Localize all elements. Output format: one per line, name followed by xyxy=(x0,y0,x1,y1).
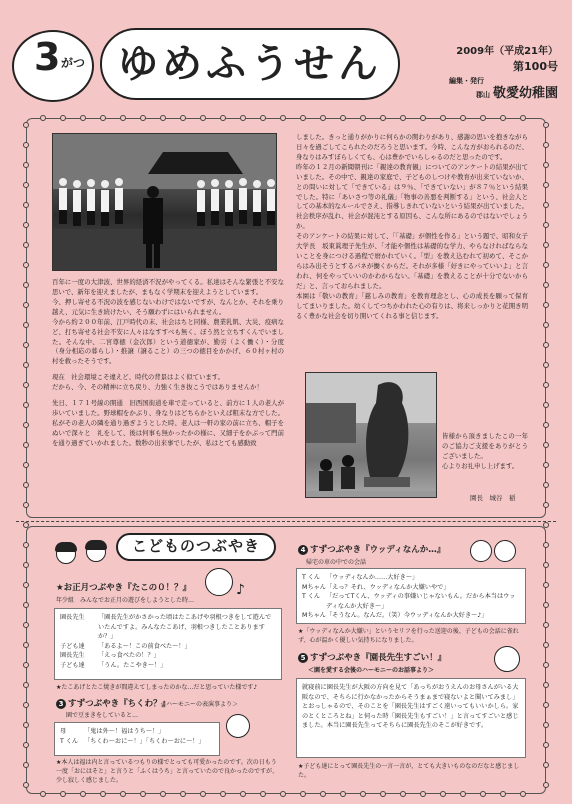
bead-ornament xyxy=(543,122,549,128)
bead-ornament xyxy=(543,642,549,648)
bead-ornament xyxy=(543,142,549,148)
s5-title: 5 すずつぶやき『園長先生すごい！』 xyxy=(298,652,446,665)
child-face-illustration xyxy=(470,540,492,562)
oni-illustration xyxy=(226,714,250,738)
bead-ornament xyxy=(200,115,206,121)
music-note-icon: ♪ xyxy=(236,582,245,598)
s1-subtitle: 年少組 みんなでお正月の遊びをしようとした時… xyxy=(56,597,195,604)
bead-ornament xyxy=(280,791,286,797)
s5-body: 就寝前に園長先生が大阪の方向を見て「あっちがおうえんのお母さんがいる大阪なので、そちらに行かなかったからそうまぁまで寝ないよと聞いてみまし」とおっしゃるので、そのことを「園長先生はすごく遠いってもいいかしら。家のとくところとね」と伺った時「園長先生もすごい！」と言ってすごいと感じました。本当に園長先生ってそちらに園長先生のそこが好きです。 xyxy=(302,684,519,730)
paragraph: 本園は「敬いの教育」「慈しみの教育」を教育理念とし、心の成長を願って保育してまいりました。幼くしてつちかわれた心の有りは、将来しっかりと花開き明るく豊かな社会を切り開いてくれる事と信じます。 xyxy=(296,291,528,320)
bead-ornament xyxy=(543,162,549,168)
bead-ornament xyxy=(480,791,486,797)
bead-ornament xyxy=(543,322,549,328)
bead-ornament xyxy=(23,422,29,428)
bead-ornament xyxy=(400,791,406,797)
bead-ornament xyxy=(543,202,549,208)
s4-dialogue-box xyxy=(296,568,526,624)
bead-ornament xyxy=(543,682,549,688)
dialogue-line: 子ども達 「うん。たこやき～！」 xyxy=(60,662,167,670)
paragraph: だから、今、その精神に立ち戻り、力強く生き抜こうではありませんか！ xyxy=(52,383,263,392)
dialogue-line: 母 「鬼は外～！福はうち～！」 xyxy=(60,728,165,735)
bead-ornament xyxy=(180,115,186,121)
bead-ornament xyxy=(100,791,106,797)
concert-photo-art xyxy=(53,134,277,271)
bead-ornament xyxy=(543,222,549,228)
bead-ornament xyxy=(543,382,549,388)
bead-ornament xyxy=(23,142,29,148)
principal-signature: 園長 城谷 稲 xyxy=(470,494,516,502)
bead-ornament xyxy=(460,115,466,121)
octopus-illustration xyxy=(205,568,233,596)
bead-ornament xyxy=(480,115,486,121)
s3-note: ★本人は福は内と言っているつもりの様でとっても可愛かったのです。次の日もう一度「おにはそと」と言うと「ふくはうち」と言っていたので良かったのですが、少し寂しく感じました。 xyxy=(56,759,279,784)
s3-dialogue-box xyxy=(54,722,220,756)
bead-ornament xyxy=(543,422,549,428)
principal-face-illustration xyxy=(494,646,520,672)
paragraph: 百年に一度の大津波、世界的経済不況がやってくる。私達はそんな緊張と不安な思いで、新年を迎えましたが、まもなく学期末を迎えようとしています。 xyxy=(52,278,284,296)
bead-ornament xyxy=(280,115,286,121)
bead-ornament xyxy=(60,115,66,121)
bead-ornament xyxy=(400,115,406,121)
bead-ornament xyxy=(23,582,29,588)
bead-ornament xyxy=(300,791,306,797)
bead-ornament xyxy=(340,791,346,797)
bead-ornament xyxy=(60,791,66,797)
dialogue-line: 園長先生 「えっ食べたの！？」 xyxy=(60,652,160,660)
bead-ornament xyxy=(23,342,29,348)
bead-ornament xyxy=(543,462,549,468)
bead-ornament xyxy=(180,791,186,797)
bead-ornament xyxy=(543,602,549,608)
bead-ornament xyxy=(500,791,506,797)
bead-ornament xyxy=(23,262,29,268)
bead-ornament xyxy=(200,791,206,797)
bead-ornament xyxy=(23,542,29,548)
bead-ornament xyxy=(23,602,29,608)
bead-ornament xyxy=(543,342,549,348)
bead-ornament xyxy=(543,782,549,788)
bead-ornament xyxy=(420,791,426,797)
statue-photo-art xyxy=(306,373,437,498)
s4-note: ★「ウッディなんか大嫌い」というセリフを行った送迎の後、子どもの会話に雀れず、心が温かく優しい気持ちになりました。 xyxy=(298,628,519,644)
bead-ornament xyxy=(240,791,246,797)
bead-ornament xyxy=(23,242,29,248)
number-badge: 5 xyxy=(298,653,308,663)
bead-ornament xyxy=(23,122,29,128)
s3-title: 3 すずつぶやき『ちくわ？』 xyxy=(56,698,170,711)
bead-ornament xyxy=(543,662,549,668)
bead-ornament xyxy=(543,582,549,588)
dialogue-line: Mちゃん 「えっ？それ、ウッディなんか大嫌いやで」 xyxy=(302,583,450,591)
s3-tag: ＜ハーモニーの表演事より＞ xyxy=(160,701,239,708)
paragraph: 心よりお礼申し上げます。 xyxy=(442,461,519,470)
bead-ornament xyxy=(240,115,246,121)
bead-ornament xyxy=(500,115,506,121)
publisher xyxy=(476,84,558,104)
bead-ornament xyxy=(440,791,446,797)
s5-tag: ＜園を愛する会後のハーモニーのお話事より＞ xyxy=(308,667,435,674)
bead-ornament xyxy=(320,115,326,121)
bead-ornament xyxy=(23,282,29,288)
s5-story-box xyxy=(296,678,526,758)
dialogue-line: T くん 「ちくわ～おに～！」「ちくわ～おに～！」 xyxy=(60,737,205,745)
bead-ornament xyxy=(23,482,29,488)
bead-ornament xyxy=(120,115,126,121)
issue-year: 2009年（平成21年） xyxy=(456,46,558,57)
issue-number: 第100号 xyxy=(513,60,558,73)
bead-ornament xyxy=(160,791,166,797)
bead-ornament xyxy=(23,202,29,208)
bead-ornament xyxy=(360,791,366,797)
s4-subtitle: 帰宅の車の中での会話 xyxy=(306,559,367,566)
dialogue-line: Mちゃん 「そうなん。なんだ。（笑）今ウッディなんか大好き～♪」 xyxy=(302,612,488,620)
bead-ornament xyxy=(23,522,29,528)
s3-subtitle: 園で豆まきをしていると… xyxy=(66,712,139,719)
bead-ornament xyxy=(520,115,526,121)
bead-ornament xyxy=(543,242,549,248)
child-face-illustration xyxy=(494,540,516,562)
tsubuyaki-banner: こどものつぶやき xyxy=(116,533,276,561)
bead-ornament xyxy=(220,791,226,797)
bead-ornament xyxy=(543,542,549,548)
bead-ornament xyxy=(23,622,29,628)
dialogue-line: 子ども達 「あるよ～！この前食べた～！」 xyxy=(60,642,191,650)
publisher-label: 編集・発行 xyxy=(449,77,484,85)
newsletter-title: ゆめふうせん xyxy=(118,41,382,87)
paragraph: 昨年の１２月の新聞朝刊に「親達の教育観」についてのアンケートの結果が出ていました。その中で、親達の家庭で、子どものしつけや教育が出来ていないか、との問いに対して「できている」は９％、「できていない」が８７％という結果でした。特に「あいさつ等の礼儀」「物事の善悪を判断する」という、社会人としての基本的なルールでさえ、指導しきれていないという結果が出ていました。社会秩序が乱れ、社会が混沌とする原因も、こんな所にあるのではないでしょうか。 xyxy=(296,162,528,231)
bead-ornament xyxy=(360,115,366,121)
bead-ornament xyxy=(460,791,466,797)
bead-ornament xyxy=(543,762,549,768)
bead-ornament xyxy=(23,222,29,228)
bead-ornament xyxy=(23,782,29,788)
bead-ornament xyxy=(80,115,86,121)
paragraph: しました。きっと通りがかりに何らかの関わりがあり、感謝の思いを抱きながら日々を過ごしてこられたのだろうと思います。今時、こんな方がおられるのだ、身なりはみすぼらしくても、心は豊かでいらしゃるのだと思ったのです。 xyxy=(296,133,528,161)
s5-note: ★子ども達にとって園長先生の一言一言が、とても大きいものなのだなと感じました。 xyxy=(298,763,520,779)
bead-ornament xyxy=(100,115,106,121)
bead-ornament xyxy=(160,115,166,121)
bead-ornament xyxy=(543,722,549,728)
principal-message-left xyxy=(52,278,284,449)
bead-ornament xyxy=(140,791,146,797)
bead-ornament xyxy=(23,742,29,748)
bead-ornament xyxy=(543,562,549,568)
bead-ornament xyxy=(380,115,386,121)
section-divider xyxy=(16,521,556,522)
number-badge: 3 xyxy=(56,699,66,709)
month-badge xyxy=(12,30,94,102)
bead-ornament xyxy=(23,462,29,468)
bead-ornament xyxy=(543,282,549,288)
bead-ornament xyxy=(543,302,549,308)
bead-ornament xyxy=(23,182,29,188)
bead-ornament xyxy=(543,622,549,628)
bead-ornament xyxy=(23,302,29,308)
bead-ornament xyxy=(23,322,29,328)
month-number: 3 xyxy=(34,35,61,79)
bead-ornament xyxy=(23,502,29,508)
paragraph: 先日、１７１号線の開通 旧西国街道を車で走っていると、前方に１人の老人が歩いていました。野球帽をかぶり、身なりはどちらかといえば粗末な方でした。私がその老人の隣を通り過ぎようとした時、老人は一軒の家の前に立ち、帽子をぬいで深々と 礼をして、後は何事も無かったかの様に、又細子をかぶって門前を通り過ぎていかれました。数秒の出来事でしたが、私はとても感動致 xyxy=(52,399,284,447)
s1-title: ★お正月つぶやき『たこの０！？』 xyxy=(56,583,192,593)
bead-ornament xyxy=(420,115,426,121)
bead-ornament xyxy=(140,115,146,121)
bead-ornament xyxy=(23,662,29,668)
bead-ornament xyxy=(40,791,46,797)
bead-ornament xyxy=(23,442,29,448)
bead-ornament xyxy=(380,791,386,797)
principal-message-right xyxy=(296,133,528,322)
month-suffix: がつ xyxy=(61,56,86,70)
bead-ornament xyxy=(543,702,549,708)
bead-ornament xyxy=(543,362,549,368)
bead-ornament xyxy=(80,791,86,797)
paragraph: 今、押し寄せる不況の波を感じないわけではないですが、なんとか、それを乗り越え、元気に生き続けたい、そう願わずにはいられません。 xyxy=(52,297,284,316)
paragraph: 皆様から頂きましたこの一年のご協力ご支援をありがとうございました。 xyxy=(442,432,528,460)
bead-ornament xyxy=(260,115,266,121)
dialogue-line: 園長先生 「園長先生がかさかった頃はたこあげや羽根つきをして遊んでいたんですよ。みんなたこあげ、羽根つきしたことありますか？」 xyxy=(60,614,272,641)
bead-ornament xyxy=(543,502,549,508)
publisher-name: 敬愛幼稚園 xyxy=(492,86,558,101)
bead-ornament xyxy=(220,115,226,121)
concert-photo xyxy=(52,133,277,271)
bead-ornament xyxy=(300,115,306,121)
newsletter-title-cloud xyxy=(100,28,400,100)
bead-ornament xyxy=(340,115,346,121)
bead-ornament xyxy=(23,702,29,708)
paragraph: 現在 社会環境こそ違えど、時代の背景はよく似ています。 xyxy=(52,373,225,382)
bead-ornament xyxy=(320,791,326,797)
bead-ornament xyxy=(543,482,549,488)
dialogue-line: T くん 「ウッディなんか……大好き～」 xyxy=(302,574,419,581)
bead-ornament xyxy=(23,562,29,568)
s1-note: ★たこあげとたこ焼きが間違えてしまったのかな…だと思っていた様です♪ xyxy=(56,684,258,691)
number-badge: 4 xyxy=(298,545,308,555)
bead-ornament xyxy=(23,162,29,168)
bead-ornament xyxy=(120,791,126,797)
bead-ornament xyxy=(23,642,29,648)
bead-ornament xyxy=(23,682,29,688)
bead-ornament xyxy=(440,115,446,121)
bead-ornament xyxy=(23,722,29,728)
dialogue-line: T くん 「だってTくん、ウッディの事嫌いじゃないもん。だから本当はウッディなんか大好き～」 xyxy=(302,593,516,610)
statue-photo xyxy=(305,372,437,498)
children-illustration xyxy=(52,530,114,570)
bead-ornament xyxy=(543,182,549,188)
closing-thanks xyxy=(442,432,528,472)
bead-ornament xyxy=(520,791,526,797)
bead-ornament xyxy=(23,762,29,768)
paragraph: 今から約２００年前、江戸時代の末、社会はちと同様、農業乳飢、大災、疫病など、打ち寄せる社会不安に人々はなすすべも無く、ぼう然と立ちすくんでいました。そんな中、二宮尊徳（金次郎）という道徳家が、勤労（よく働く）・分度（身分相応の暮らし）・推譲（譲ること）の三つの徳目をかかげ、６０村ヶ村の村を救ったそうです。 xyxy=(52,317,284,366)
bead-ornament xyxy=(23,382,29,388)
bead-ornament xyxy=(543,442,549,448)
bead-ornament xyxy=(40,115,46,121)
bead-ornament xyxy=(543,402,549,408)
bead-ornament xyxy=(543,522,549,528)
s1-dialogue-box xyxy=(54,608,282,680)
paragraph: そのアンケートの結果に対して、「「基礎」が個性を作る」という題で、昭和女子大学長 坂東眞理子先生が、「才能や個性は基礎的な学力、やらなければならないことを身につける過程で磨かれていく。「型」を教え込むれて初めて、そこからはみ出そうとするパネが働くからだ。それが多様「好きにやっていいよ」と言われ、何をやっていいのかわからない。「基礎」を教えることが十分でないからだ」と、言っておられました。 xyxy=(296,232,528,290)
bead-ornament xyxy=(543,742,549,748)
bead-ornament xyxy=(23,362,29,368)
s4-title: 4 すずつぶやき『ウッディなんか…』 xyxy=(298,544,445,557)
bead-ornament xyxy=(23,402,29,408)
bead-ornament xyxy=(260,791,266,797)
publisher-prefix: 郡山 xyxy=(475,91,490,99)
bead-ornament xyxy=(543,262,549,268)
